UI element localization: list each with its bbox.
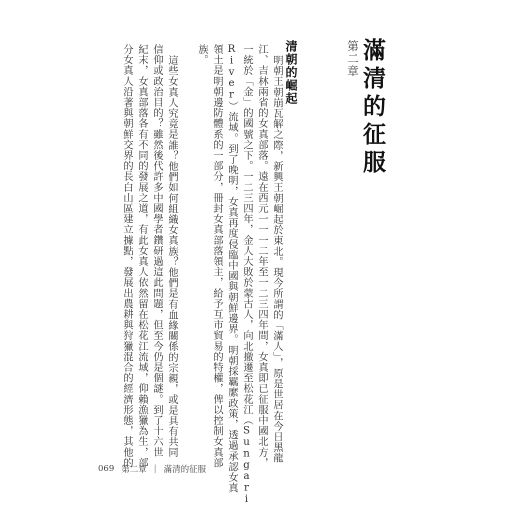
page-footer bbox=[98, 463, 206, 475]
paragraph-line: River）流域。到了晚明，女真再度侵臨中國與朝鮮邊界。明朝採羈縻政策，透過承認女真 bbox=[226, 44, 237, 494]
footer-separator: | bbox=[153, 464, 157, 474]
page-number: 069 bbox=[98, 464, 115, 474]
paragraph-line: 族。 bbox=[196, 44, 207, 66]
paragraph-line: 分女真人沿著與朝鮮交界的長白山區建立據點，發展出農耕與狩獵混合的經濟形態，其他的 bbox=[121, 44, 132, 468]
paragraph-line: 領土是明朝邊防體系的一部分，冊封女真部落領主，給予互市貿易的特權，俾以控制女真部 bbox=[211, 44, 222, 468]
paragraph-line: 江、吉林兩省的女真部落。遠在西元一一一二年至一二三四年間，女真即已征服中國北方， bbox=[256, 44, 267, 468]
chapter-title: 滿清的征服 bbox=[359, 38, 385, 178]
chapter-label: 第二章 bbox=[346, 40, 360, 78]
paragraph-line: 紀末，女真部落各有不同的發展之道，有此女真人依然留在松花江流域，仰賴漁獵為生，部 bbox=[136, 44, 147, 468]
paragraph-line: 這些女真人究竟是誰？他們如何組織女真族？他們是有血緣關係的宗親，或是具有共同 bbox=[166, 55, 177, 458]
footer-chapter-title: 滿清的征服 bbox=[163, 465, 207, 475]
footer-chapter-label: 第二章 bbox=[121, 465, 147, 475]
paragraph-line: 明朝王朝崩瓦解之際，新興王朝崛起於東北。現今所謂的「滿人」，原是世居在今日黑龍 bbox=[271, 55, 282, 464]
paragraph-line: 信仰或政治目的？雖然後代許多中國學者鑽研過這此問題，但至今仍是個謎。到了十六世 bbox=[151, 44, 162, 458]
section-heading: 清朝的崛起 bbox=[284, 40, 298, 105]
paragraph-line: 一統於「金」的國號之下。一二三四年，金人大敗於蒙古人，向北撤遷至松花江（Sungari bbox=[241, 44, 252, 505]
